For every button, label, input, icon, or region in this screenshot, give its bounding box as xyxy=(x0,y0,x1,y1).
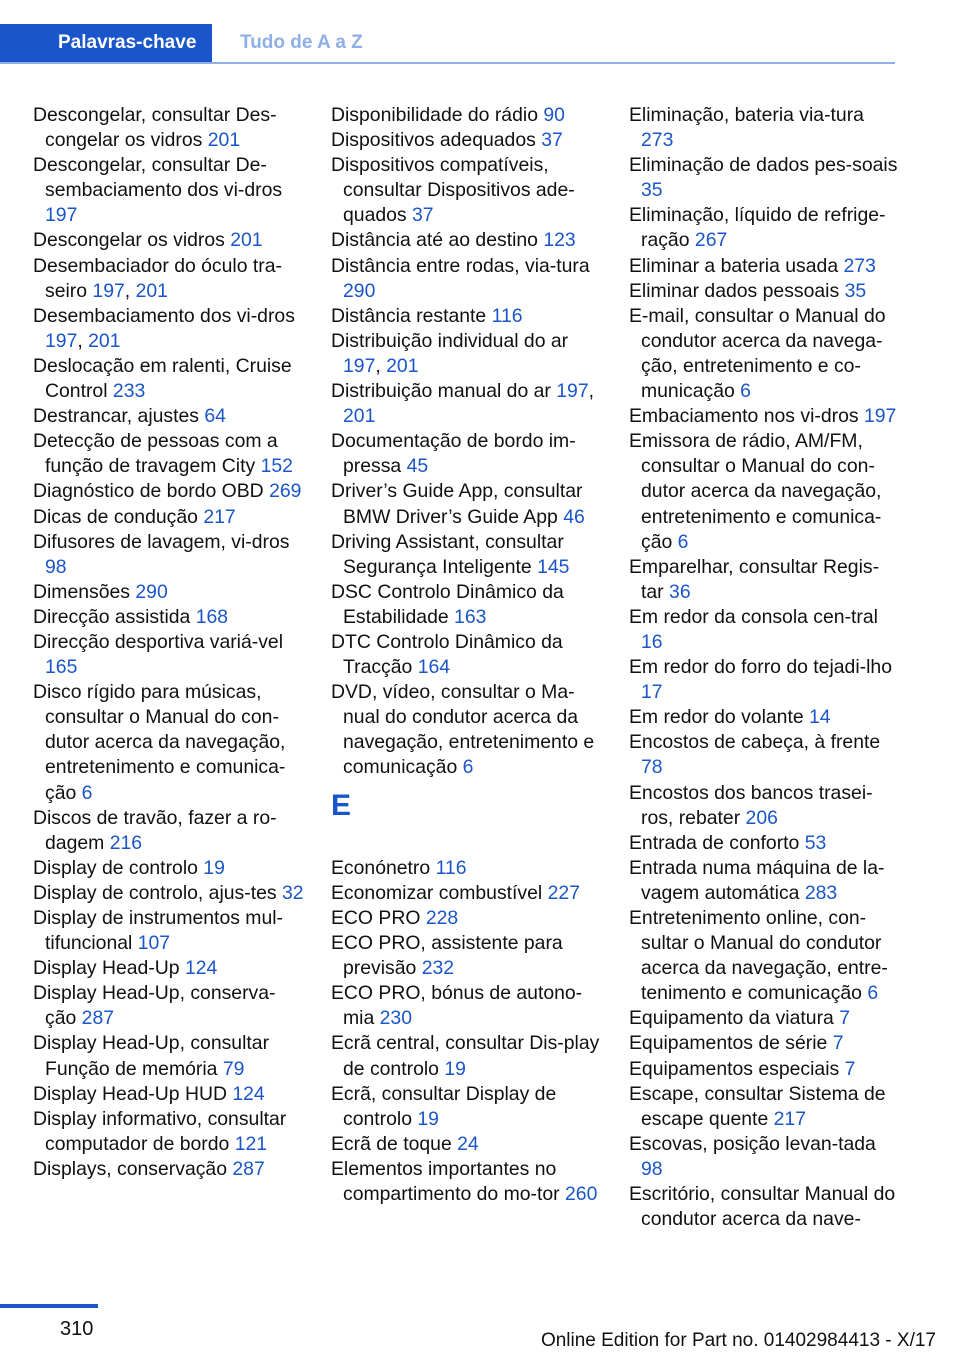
entry-term: Discos de travão, fazer a ro-dagem xyxy=(33,806,277,854)
entry-term: Destrancar, ajustes xyxy=(33,405,205,428)
page-reference-link[interactable]: 290 xyxy=(135,580,168,603)
page-reference-link[interactable]: 269 xyxy=(269,480,302,503)
page-reference-link[interactable]: 6 xyxy=(740,380,751,403)
page-reference-link[interactable]: 273 xyxy=(641,129,674,152)
page-reference-link[interactable]: 121 xyxy=(234,1132,268,1155)
page-reference-link[interactable]: 197 xyxy=(45,204,78,227)
index-entry: Distribuição manual do ar 197, 201 xyxy=(331,380,595,428)
entry-term: Dimensões xyxy=(33,580,136,603)
index-entry xyxy=(33,505,305,530)
entry-term: Elementos importantes no compartimento do mo-tor xyxy=(331,1157,565,1206)
entry-term: Display Head-Up HUD xyxy=(33,1082,233,1105)
index-entry xyxy=(629,1082,901,1132)
entry-term: Equipamento da viatura xyxy=(629,1007,840,1030)
page-reference-link[interactable]: 124 xyxy=(232,1082,265,1105)
entry-term: Ecrã, consultar Display de controlo xyxy=(331,1082,557,1130)
index-entry: Desembaciamento dos vi-dros 197, 201 xyxy=(33,304,295,352)
page-reference-link[interactable]: 78 xyxy=(641,756,663,779)
entry-term: Driver’s Guide App, consultar BMW Driver’s Guide App xyxy=(331,480,583,528)
page-reference-link[interactable]: 164 xyxy=(417,656,451,679)
index-entry xyxy=(629,1057,901,1082)
entry-term: Descongelar os vidros xyxy=(33,229,231,252)
index-entry xyxy=(33,680,305,805)
page-reference-link[interactable]: 145 xyxy=(537,555,570,578)
entry-term: Emparelhar, consultar Regis-tar xyxy=(629,555,880,603)
page-reference-link[interactable]: 36 xyxy=(669,580,691,603)
page-reference-link[interactable]: 273 xyxy=(843,254,876,277)
index-entry xyxy=(629,429,901,554)
index-entry xyxy=(331,680,603,780)
index-entry xyxy=(33,228,305,253)
page-reference-link[interactable]: 201 xyxy=(230,229,263,252)
entry-term: Diagnóstico de bordo OBD xyxy=(33,480,270,503)
page-reference-link[interactable]: 287 xyxy=(81,1007,115,1030)
entry-term: Descongelar, consultar Des-congelar os vidros xyxy=(33,104,277,152)
page-reference-link[interactable]: 98 xyxy=(45,555,67,578)
index-entry xyxy=(331,1031,603,1081)
index-entry xyxy=(33,630,305,680)
page-reference-link[interactable]: 227 xyxy=(547,881,580,904)
page-reference-link[interactable]: 216 xyxy=(109,831,143,854)
page-reference-link[interactable]: 107 xyxy=(137,932,171,955)
page-reference-link[interactable]: 45 xyxy=(406,455,429,478)
entry-term: Disco rígido para músicas, consultar o Manual do con-dutor acerca da navegação, entretenimento e comunica-ção xyxy=(33,681,286,804)
index-column-2 xyxy=(331,103,603,1207)
page-reference-link[interactable]: 197 xyxy=(863,405,897,428)
page-reference-link[interactable]: 228 xyxy=(425,907,459,929)
index-entry xyxy=(33,153,305,228)
index-entry xyxy=(33,429,305,479)
page-reference-link[interactable]: 233 xyxy=(112,380,146,403)
index-entry xyxy=(629,203,901,253)
page-reference-link[interactable]: 201 xyxy=(207,129,241,152)
entry-term: Display de controlo, ajus-tes xyxy=(33,881,282,904)
page-reference-link[interactable]: 24 xyxy=(457,1132,479,1155)
entry-term: Distribuição manual do ar xyxy=(331,380,557,403)
entry-term: Display Head-Up, consultar Função de memória xyxy=(33,1032,270,1080)
section-letter: E xyxy=(331,788,352,822)
page-reference-link[interactable]: 116 xyxy=(435,856,467,879)
tab-palavras-chave[interactable]: Palavras-chave xyxy=(0,24,212,62)
index-entry xyxy=(629,153,901,203)
entry-term: Dispositivos adequados xyxy=(331,129,542,152)
entry-term: Desembaciador do óculo tra-seiro xyxy=(33,254,282,302)
footer-edition: Online Edition for Part no. 01402984413 - X/17 xyxy=(540,1330,936,1351)
index-entry xyxy=(331,856,603,881)
entry-term: Emissora de rádio, AM/FM, consultar o Manual do con-dutor acerca da navegação, entretenimento e comunica-ção xyxy=(629,430,882,553)
entry-term: ECO PRO, bónus de autono-mia xyxy=(331,982,583,1030)
page-reference-link[interactable]: 37 xyxy=(412,204,434,227)
entry-term: Dispositivos compatíveis, consultar Dispositivos ade-quados xyxy=(331,154,575,227)
entry-term: ECO PRO xyxy=(331,907,426,929)
entry-term: Em redor da consola cen-tral xyxy=(629,605,878,628)
entry-term: Escovas, posição levan-tada xyxy=(629,1132,876,1155)
page-reference-link[interactable]: 6 xyxy=(677,530,689,553)
entry-term: Em redor do volante xyxy=(629,706,809,729)
index-entry xyxy=(331,881,603,906)
entry-term: Ecrã de toque xyxy=(331,1132,458,1155)
index-entry xyxy=(629,856,901,906)
index-entry xyxy=(33,1082,305,1107)
entry-term: Descongelar, consultar De-sembaciamento dos vi-dros xyxy=(33,154,283,202)
page-reference-link[interactable]: 232 xyxy=(421,957,455,980)
page-reference-link[interactable]: 7 xyxy=(839,1007,850,1030)
page-reference-link[interactable]: 64 xyxy=(204,405,226,428)
entry-term: Direcção assistida xyxy=(33,605,196,628)
index-entry xyxy=(331,1132,603,1157)
index-entry xyxy=(629,555,901,605)
entry-term: Eliminar dados pessoais xyxy=(629,279,845,302)
index-entry xyxy=(331,103,603,128)
page-reference-link[interactable]: 19 xyxy=(203,856,225,879)
page-reference-link[interactable]: 116 xyxy=(491,304,523,327)
index-entry xyxy=(629,906,901,1006)
index-entry xyxy=(629,705,901,730)
page-reference-link[interactable]: 201 xyxy=(88,329,121,352)
entry-term: DSC Controlo Dinâmico da Estabilidade xyxy=(331,580,564,628)
page-reference-link[interactable]: 230 xyxy=(379,1007,412,1030)
page-reference-link[interactable]: 6 xyxy=(462,756,474,779)
page-number: 310 xyxy=(60,1318,94,1340)
entry-term: Display de controlo xyxy=(33,856,204,879)
entry-term: Display Head-Up, conserva-ção xyxy=(33,982,276,1030)
page-reference-link[interactable]: 14 xyxy=(809,706,831,729)
index-entry xyxy=(629,404,901,429)
index-entry xyxy=(331,981,603,1031)
entry-term: Direcção desportiva variá-vel xyxy=(33,630,284,653)
index-entry xyxy=(33,354,305,404)
index-entry xyxy=(33,605,305,630)
page-reference-link[interactable]: 32 xyxy=(281,881,304,904)
entry-term: Escritório, consultar Manual do condutor acerca da nave- xyxy=(629,1183,896,1231)
page-reference-link[interactable]: 124 xyxy=(184,957,218,980)
entry-term: Em redor do forro do tejadi-lho xyxy=(629,656,892,679)
index-entry xyxy=(331,630,603,680)
entry-term: Embaciamento nos vi-dros xyxy=(629,405,864,428)
page-reference-link[interactable]: 152 xyxy=(260,455,293,478)
page-reference-link[interactable]: 283 xyxy=(804,881,838,904)
index-entry xyxy=(331,530,603,580)
page-reference-link[interactable]: 7 xyxy=(844,1057,856,1080)
index-entry xyxy=(33,856,305,881)
index-entry xyxy=(331,931,603,981)
index-entry xyxy=(33,1031,305,1081)
tab-tudo-de-a-a-z[interactable]: Tudo de A a Z xyxy=(240,32,363,53)
page-reference-link[interactable]: 197 xyxy=(343,354,376,377)
page-reference-link[interactable]: 197 xyxy=(556,380,589,403)
index-entry xyxy=(629,304,901,404)
entry-term: Distribuição individual do ar xyxy=(331,329,569,352)
entry-term: Equipamentos especiais xyxy=(629,1057,845,1080)
entry-term: ECO PRO, assistente para previsão xyxy=(331,932,563,980)
page-number-bar xyxy=(0,1304,98,1308)
index-entry xyxy=(331,228,603,253)
page-reference-link[interactable]: 165 xyxy=(45,656,78,679)
index-entry xyxy=(33,881,305,906)
index-entry xyxy=(33,1157,305,1182)
page-reference-link[interactable]: 201 xyxy=(343,405,376,428)
index-entry xyxy=(33,479,305,504)
index-entry xyxy=(629,1132,901,1182)
index-entry xyxy=(629,605,901,655)
index-entry xyxy=(629,1006,901,1031)
page-reference-link[interactable]: 201 xyxy=(135,279,168,302)
index-entry xyxy=(331,254,603,304)
entry-term: Encostos de cabeça, à frente xyxy=(629,731,881,754)
index-entry xyxy=(629,1031,901,1056)
entry-term: Ecrã central, consultar Dis-play de controlo xyxy=(331,1032,600,1080)
header-tab-bar xyxy=(0,24,895,64)
page-reference-link[interactable]: 123 xyxy=(543,229,576,252)
index-entry xyxy=(331,580,603,630)
page-reference-link[interactable]: 206 xyxy=(745,806,778,829)
page-reference-link[interactable]: 197 xyxy=(92,279,125,302)
entry-term: Display Head-Up xyxy=(33,957,185,980)
index-entry xyxy=(629,254,901,279)
index-entry xyxy=(33,103,305,153)
index-entry xyxy=(629,1182,901,1232)
index-entry xyxy=(629,730,901,780)
index-entry: Distribuição individual do ar 197, 201 xyxy=(331,329,569,377)
entry-term: Distância restante xyxy=(331,304,492,327)
page-reference-link[interactable]: 79 xyxy=(222,1057,245,1080)
page-reference-link[interactable]: 17 xyxy=(641,681,663,704)
page-reference-link[interactable]: 35 xyxy=(844,279,867,302)
entry-term: Dicas de condução xyxy=(33,505,204,528)
page-reference-link[interactable]: 37 xyxy=(541,129,563,152)
entry-term: Detecção de pessoas com a função de travagem City xyxy=(33,430,278,478)
entry-term: DVD, vídeo, consultar o Ma-nual do condutor acerca da navegação, entretenimento e comunicação xyxy=(331,681,595,779)
page-reference-link[interactable]: 217 xyxy=(203,505,236,528)
page-reference-link[interactable]: 260 xyxy=(565,1183,598,1206)
page-reference-link[interactable]: 290 xyxy=(343,279,376,302)
index-entry xyxy=(33,580,305,605)
index-entry xyxy=(629,831,901,856)
entry-term: Encostos dos bancos trasei-ros, rebater xyxy=(629,781,873,829)
index-entry xyxy=(331,1082,603,1132)
entry-term: Escape, consultar Sistema de escape quente xyxy=(629,1082,886,1130)
page-reference-link[interactable]: 53 xyxy=(804,831,827,854)
index-entry xyxy=(33,530,305,580)
index-entry xyxy=(331,304,603,329)
entry-term: Disponibilidade do rádio xyxy=(331,104,544,126)
index-column-3 xyxy=(629,103,901,1232)
entry-term: Eliminação, líquido de refrige-ração xyxy=(629,204,886,252)
page-reference-link[interactable]: 19 xyxy=(444,1057,466,1080)
page-reference-link[interactable]: 217 xyxy=(773,1107,806,1130)
entry-term: Entrada numa máquina de la-vagem automática xyxy=(629,856,885,904)
index-entry xyxy=(33,806,305,856)
index-entry xyxy=(629,103,901,153)
page-reference-link[interactable]: 287 xyxy=(232,1157,265,1180)
index-column-1 xyxy=(33,103,305,1182)
page-reference-link[interactable]: 267 xyxy=(694,229,728,252)
entry-term: Distância entre rodas, via-tura xyxy=(331,254,590,277)
entry-term: Display de instrumentos mul-tifuncional xyxy=(33,907,284,955)
index-entry xyxy=(33,956,305,981)
entry-term: Documentação de bordo im-pressa xyxy=(331,430,576,478)
entry-term: Eliminação de dados pes-soais xyxy=(629,154,898,177)
index-entry xyxy=(33,1107,305,1157)
index-entry xyxy=(33,404,305,429)
entry-term: DTC Controlo Dinâmico da Tracção xyxy=(331,630,563,679)
entry-term: Desembaciamento dos vi-dros xyxy=(33,304,295,327)
page-reference-link[interactable]: 197 xyxy=(45,329,78,352)
page-reference-link[interactable]: 46 xyxy=(563,505,585,528)
index-entry xyxy=(331,429,603,479)
entry-term: Displays, conservação xyxy=(33,1157,233,1180)
entry-term: Entretenimento online, con-sultar o Manual do condutor acerca da navegação, entre-tenimento e comunicação xyxy=(629,907,888,1005)
index-entry xyxy=(33,981,305,1031)
entry-term: E-mail, consultar o Manual do condutor acerca da navega-ção, entretenimento e co-municação xyxy=(629,304,886,403)
index-entry xyxy=(331,1157,603,1207)
page-reference-link[interactable]: 168 xyxy=(195,605,229,628)
page-reference-link[interactable]: 98 xyxy=(641,1157,663,1180)
entry-term: Deslocação em ralenti, Cruise Control xyxy=(33,354,292,403)
index-entry xyxy=(331,153,603,228)
index-entry xyxy=(33,906,305,956)
page-reference-link[interactable]: 16 xyxy=(641,630,663,653)
entry-term: Eliminar a bateria usada xyxy=(629,254,844,277)
index-entry xyxy=(629,279,901,304)
page-reference-link[interactable]: 201 xyxy=(386,354,419,377)
entry-term: Difusores de lavagem, vi-dros xyxy=(33,530,290,553)
page-reference-link[interactable]: 90 xyxy=(543,104,565,126)
index-entry xyxy=(331,479,603,529)
entry-term: Econónetro xyxy=(331,856,436,879)
entry-term: Distância até ao destino xyxy=(331,229,544,252)
entry-term: Entrada de conforto xyxy=(629,831,805,854)
page-reference-link[interactable]: 7 xyxy=(832,1032,844,1055)
page-reference-link[interactable]: 6 xyxy=(867,982,879,1005)
index-entry xyxy=(629,655,901,705)
page-reference-link[interactable]: 163 xyxy=(454,605,487,628)
entry-term: Display informativo, consultar computador de bordo xyxy=(33,1107,287,1155)
entry-term: Eliminação, bateria via-tura xyxy=(629,104,864,126)
index-entry: Desembaciador do óculo tra-seiro 197, 201 xyxy=(33,254,282,302)
index-entry xyxy=(331,906,603,931)
page-reference-link[interactable]: 19 xyxy=(417,1107,439,1130)
page-reference-link[interactable]: 35 xyxy=(641,179,663,202)
entry-term: Driving Assistant, consultar Segurança Inteligente xyxy=(331,530,564,578)
entry-term: Equipamentos de série xyxy=(629,1032,833,1055)
index-entry xyxy=(629,781,901,831)
entry-term: Economizar combustível xyxy=(331,881,548,904)
page-reference-link[interactable]: 6 xyxy=(81,781,93,804)
index-entry xyxy=(331,128,603,153)
